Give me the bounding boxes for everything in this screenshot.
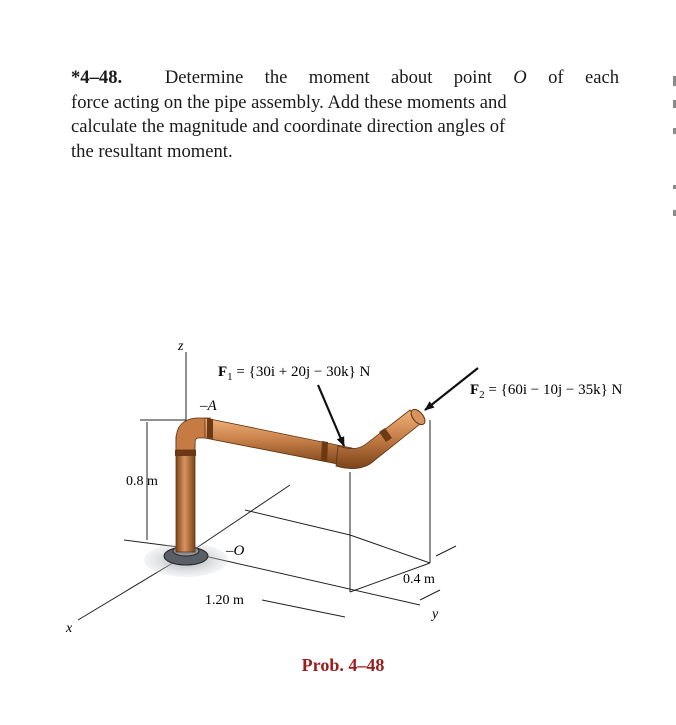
problem-text-1a: Determine the moment about point [164,67,492,88]
pipe-coupling-1 [175,450,196,456]
y-axis-label: y [432,607,439,622]
caption-text: Prob. 4–48 [301,655,385,675]
y-dimension-label: 0.4 m [403,572,435,587]
pipe-coupling-3 [321,441,328,462]
y-dim-tick [436,546,456,556]
y-dim-tick-2 [420,590,440,600]
problem-line-2: force acting on the pipe assembly. Add these moments and [71,91,507,113]
force-f1-label: $F_1 = \{30i + 20j - 30k\}$ N [218,364,371,383]
figure-caption [0,655,676,676]
problem-number: *4–48. [71,67,123,88]
problem-text-1b: of each [548,67,619,88]
x-dimension-line [262,600,345,617]
point-o-label: O [513,67,527,88]
floor-line-3 [350,535,430,563]
bend-and-angled-pipe [336,410,420,469]
point-a-label: –A [200,398,217,414]
height-dimension-label: 0.8 m [126,474,158,489]
floor-line-1 [245,510,350,535]
x-axis-label: x [66,621,73,636]
problem-line-3: calculate the magnitude and coordinate direction angles of [71,116,506,137]
horizontal-pipe [205,418,352,466]
pipe-coupling-2 [207,418,213,439]
x-dimension-label: 1.20 m [205,593,244,608]
problem-line-4: the resultant moment. [71,140,233,162]
point-o-figure-label: ‒O [226,543,245,559]
force-f2-label: $F_2 = \{60i - 10j - 35k\}$ N [470,382,623,401]
z-axis-label: z [178,339,184,354]
force-f1-arrow [318,385,344,446]
